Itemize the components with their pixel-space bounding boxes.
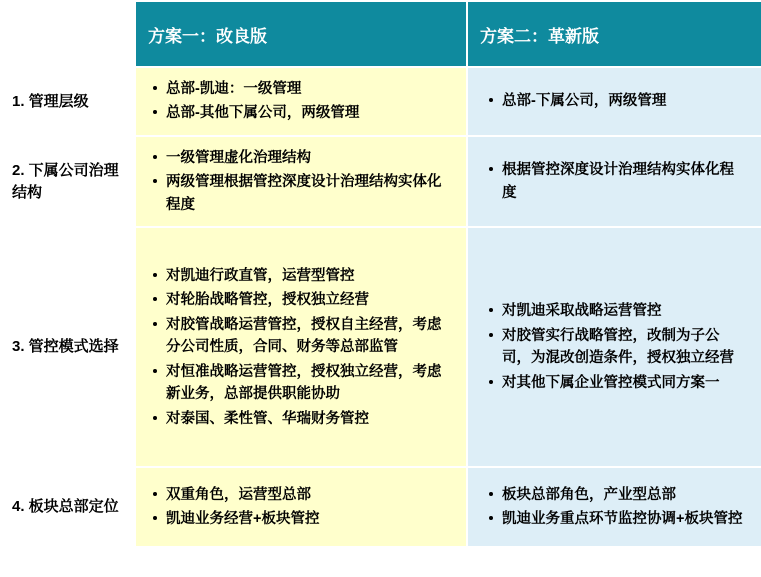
list-item: 对其他下属企业管控模式同方案一 xyxy=(502,372,747,394)
list-item: 一级管理虚化治理结构 xyxy=(166,147,452,169)
cell-plan-b-control-mode xyxy=(467,227,761,467)
cell-plan-b-governance-structure xyxy=(467,136,761,227)
row-label-governance-structure: 2. 下属公司治理结构 xyxy=(1,136,135,227)
header-corner-cell xyxy=(1,1,135,67)
bullet-list xyxy=(482,300,747,394)
cell-plan-a-control-mode xyxy=(135,227,467,467)
list-item: 凯迪业务重点环节监控协调+板块管控 xyxy=(502,508,747,530)
bullet-list xyxy=(146,484,452,531)
row-label-headquarters-positioning: 4. 板块总部定位 xyxy=(1,467,135,547)
header-plan-a: 方案一：改良版 xyxy=(135,1,467,67)
table-row xyxy=(1,136,761,227)
table-row xyxy=(1,67,761,136)
list-item: 总部-凯迪：一级管理 xyxy=(166,78,452,100)
cell-plan-a-management-level xyxy=(135,67,467,136)
bullet-list xyxy=(146,265,452,430)
list-item: 总部-其他下属公司，两级管理 xyxy=(166,102,452,124)
list-item: 对恒准战略运营管控，授权独立经营，考虑新业务，总部提供职能协助 xyxy=(166,361,452,406)
row-label-control-mode: 3. 管控模式选择 xyxy=(1,227,135,467)
list-item: 对胶管战略运营管控，授权自主经营，考虑分公司性质，合同、财务等总部监管 xyxy=(166,314,452,359)
list-item: 凯迪业务经营+板块管控 xyxy=(166,508,452,530)
bullet-list xyxy=(146,147,452,216)
header-plan-b: 方案二：革新版 xyxy=(467,1,761,67)
list-item: 对胶管实行战略管控，改制为子公司，为混改创造条件，授权独立经营 xyxy=(502,325,747,370)
list-item: 对泰国、柔性管、华瑞财务管控 xyxy=(166,408,452,430)
row-label-management-level: 1. 管理层级 xyxy=(1,67,135,136)
bullet-list xyxy=(482,484,747,531)
bullet-list xyxy=(146,78,452,125)
table-row xyxy=(1,467,761,547)
list-item: 对凯迪行政直管，运营型管控 xyxy=(166,265,452,287)
list-item: 对凯迪采取战略运营管控 xyxy=(502,300,747,322)
list-item: 根据管控深度设计治理结构实体化程度 xyxy=(502,159,747,204)
list-item: 两级管理根据管控深度设计治理结构实体化程度 xyxy=(166,171,452,216)
bullet-list xyxy=(482,90,747,112)
list-item: 总部-下属公司，两级管理 xyxy=(502,90,747,112)
bullet-list xyxy=(482,159,747,204)
list-item: 双重角色，运营型总部 xyxy=(166,484,452,506)
cell-plan-a-headquarters-positioning xyxy=(135,467,467,547)
cell-plan-b-headquarters-positioning xyxy=(467,467,761,547)
table-row xyxy=(1,227,761,467)
list-item: 板块总部角色，产业型总部 xyxy=(502,484,747,506)
table-header-row xyxy=(1,1,761,67)
cell-plan-b-management-level xyxy=(467,67,761,136)
list-item: 对轮胎战略管控，授权独立经营 xyxy=(166,289,452,311)
cell-plan-a-governance-structure xyxy=(135,136,467,227)
